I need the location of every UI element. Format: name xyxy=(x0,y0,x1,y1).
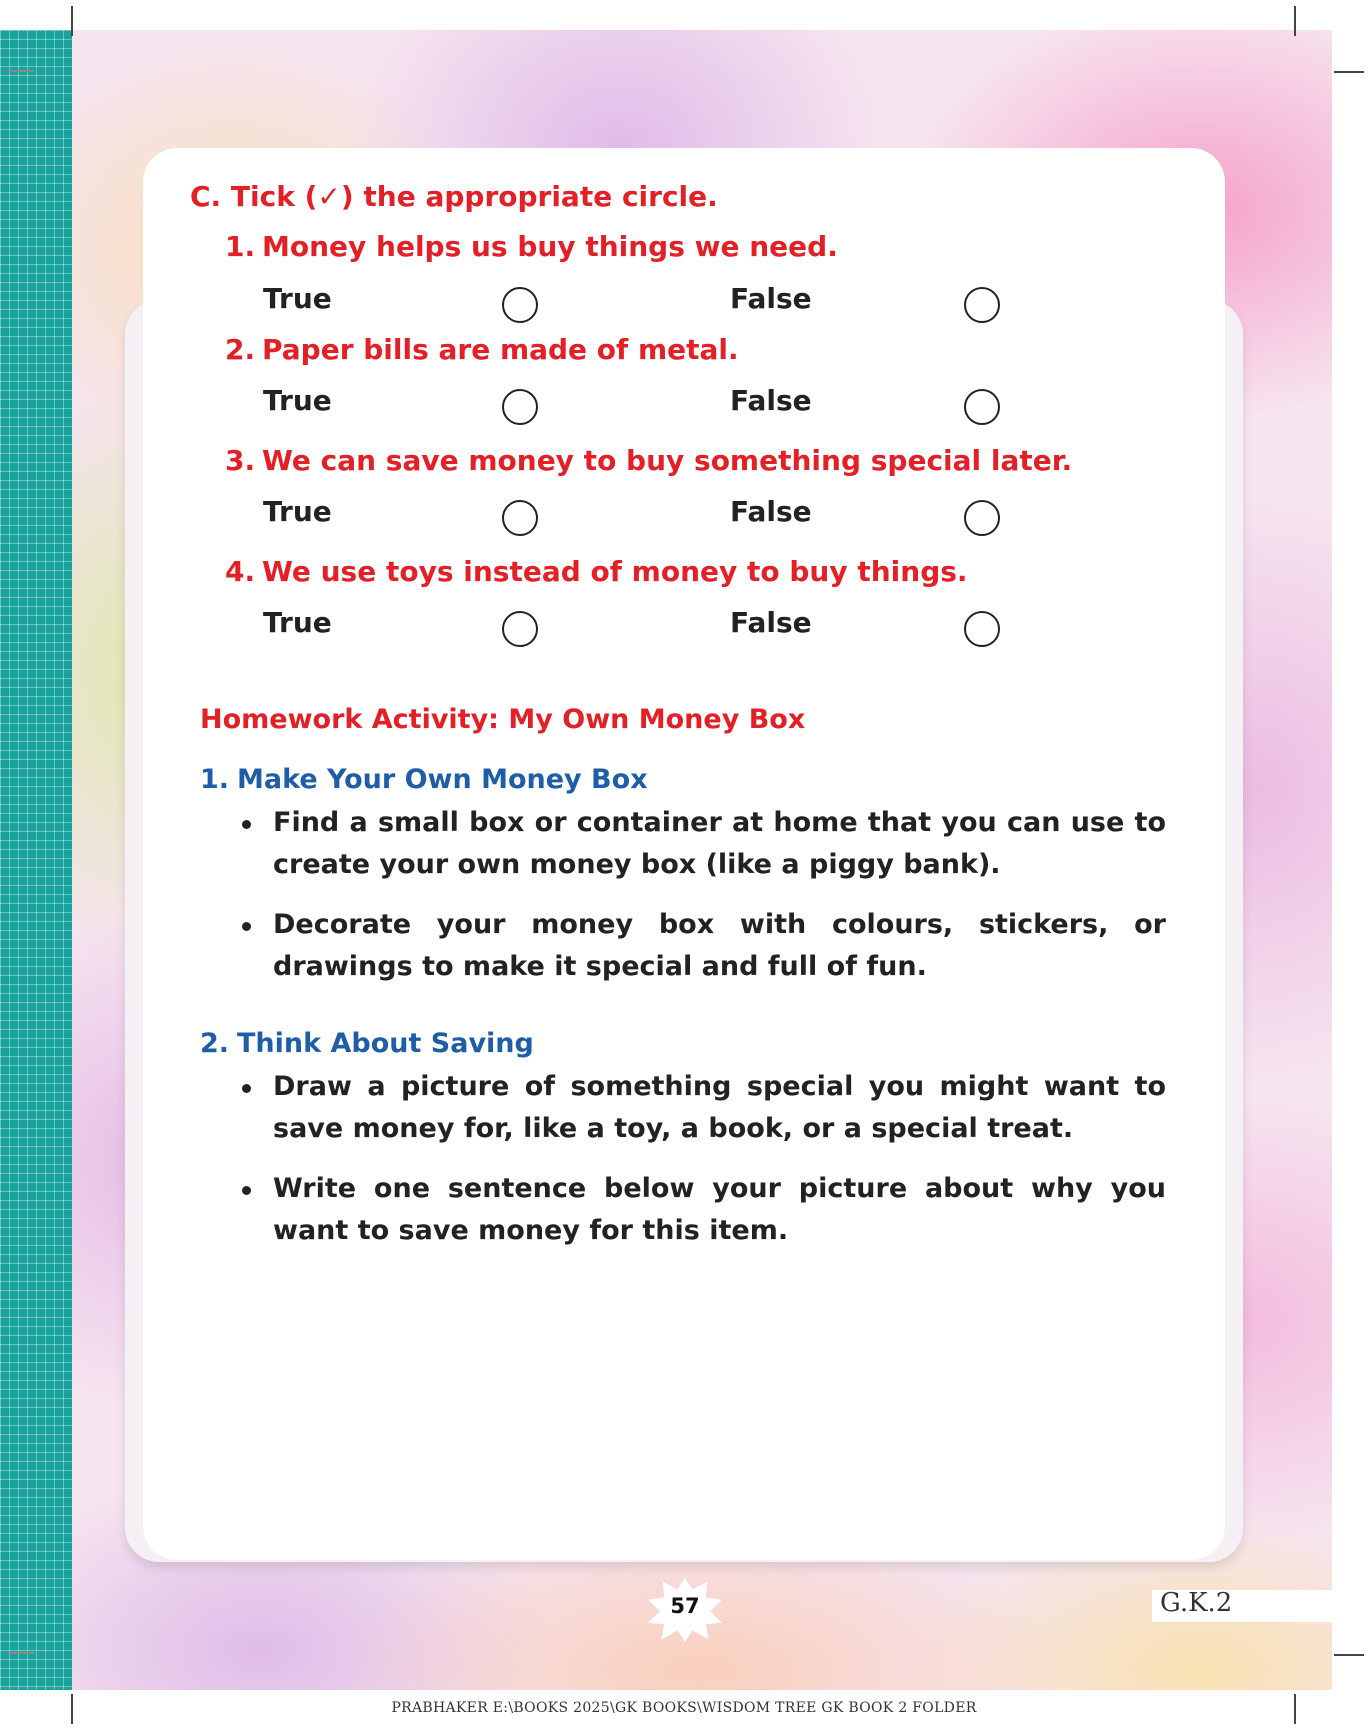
grid-strip-decoration xyxy=(0,30,72,1690)
true-label: True xyxy=(263,606,332,639)
crop-mark xyxy=(1334,1654,1364,1656)
question-text: We use toys instead of money to buy things. xyxy=(262,555,968,588)
question-number: 3. xyxy=(225,444,256,477)
true-answer-circle[interactable] xyxy=(502,287,538,323)
bullet-dot xyxy=(242,820,251,829)
question-text: Money helps us buy things we need. xyxy=(262,230,838,263)
false-label: False xyxy=(730,606,812,639)
false-answer-circle[interactable] xyxy=(964,287,1000,323)
false-label: False xyxy=(730,384,812,417)
bullet-dot xyxy=(242,1186,251,1195)
false-answer-circle[interactable] xyxy=(964,500,1000,536)
bullet-text: Find a small box or container at home that you can use to create your own money box (like a piggy bank). xyxy=(273,807,1166,880)
book-code: G.K.2 xyxy=(1160,1588,1233,1618)
false-answer-circle[interactable] xyxy=(964,389,1000,425)
section-number: 1. xyxy=(200,764,230,795)
bullet-dot xyxy=(242,1084,251,1093)
bullet-text: Write one sentence below your picture about why you want to save money for this item. xyxy=(273,1173,1166,1246)
true-answer-circle[interactable] xyxy=(502,389,538,425)
bullet-dot xyxy=(242,922,251,931)
question-number: 4. xyxy=(225,555,256,588)
false-answer-circle[interactable] xyxy=(964,611,1000,647)
strip-mark-top xyxy=(8,70,34,72)
true-answer-circle[interactable] xyxy=(502,611,538,647)
crop-mark xyxy=(1334,71,1364,73)
true-answer-circle[interactable] xyxy=(502,500,538,536)
question-text: We can save money to buy something special later. xyxy=(262,444,1073,477)
strip-mark-bottom xyxy=(8,1652,34,1654)
print-footer: PRABHAKER E:\BOOKS 2025\GK BOOKS\WISDOM TREE GK BOOK 2 FOLDER xyxy=(391,1700,977,1716)
crop-mark xyxy=(1294,6,1296,36)
true-label: True xyxy=(263,282,332,315)
exercise-c-heading: C. Tick (✓) the appropriate circle. xyxy=(190,180,718,213)
homework-title: Homework Activity: My Own Money Box xyxy=(200,704,806,735)
bullet-text: Draw a picture of something special you might want to save money for, like a toy, a book, or a special treat. xyxy=(273,1071,1166,1144)
question-number: 1. xyxy=(225,230,256,263)
bullet-text: Decorate your money box with colours, stickers, or drawings to make it special and full of fun. xyxy=(273,909,1166,982)
question-number: 2. xyxy=(225,333,256,366)
false-label: False xyxy=(730,495,812,528)
section-title: Make Your Own Money Box xyxy=(237,764,648,795)
section-title: Think About Saving xyxy=(237,1028,534,1059)
true-label: True xyxy=(263,384,332,417)
section-number: 2. xyxy=(200,1028,230,1059)
question-text: Paper bills are made of metal. xyxy=(262,333,739,366)
crop-mark xyxy=(71,6,73,36)
true-label: True xyxy=(263,495,332,528)
page-number: 57 xyxy=(670,1594,700,1618)
false-label: False xyxy=(730,282,812,315)
